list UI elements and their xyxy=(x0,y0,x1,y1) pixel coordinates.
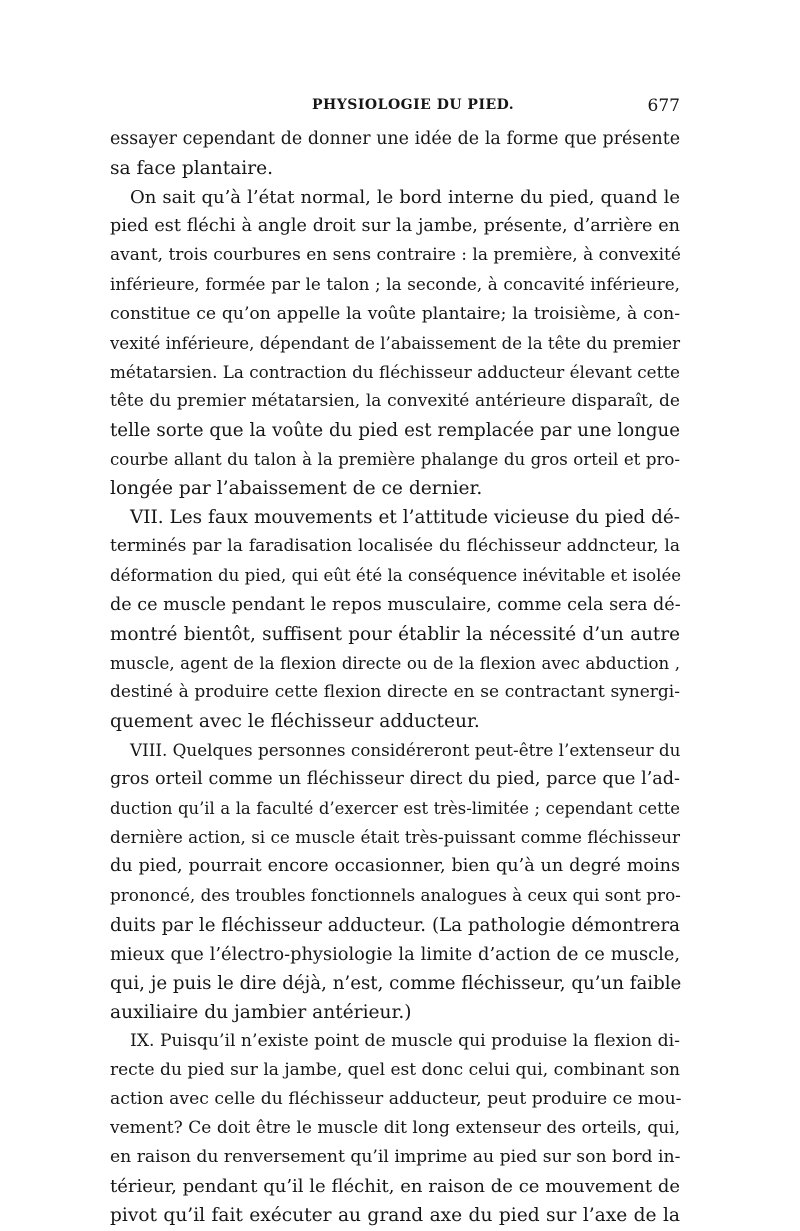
text-line: terminés par la faradisation localisée du fléchisseur addncteur, la xyxy=(110,536,680,557)
text-line: qui, je puis le dire déjà, n’est, comme fléchisseur, qu’un faible xyxy=(110,972,682,994)
text-line: duits par le fléchisseur adducteur. (La pathologie démontrera xyxy=(110,914,680,936)
text-line: en raison du renversement qu’il imprime au pied sur son bord in- xyxy=(110,1147,681,1168)
text-line: action avec celle du fléchisseur adducteur, peut produire ce mou- xyxy=(110,1089,682,1110)
text-line: longée par l’abaissement de ce dernier. xyxy=(110,478,483,500)
text-line: vement? Ce doit être le muscle dit long extenseur des orteils, qui, xyxy=(110,1118,680,1139)
text-line: tête du premier métatarsien, la convexité antérieure disparaît, de xyxy=(110,390,680,411)
running-title: PHYSIOLOGIE DU PIED. xyxy=(312,97,515,113)
text-line: métatarsien. La contraction du fléchisseur adducteur élevant cette xyxy=(110,361,680,382)
text-line: courbe allant du talon à la première phalange du gros orteil et pro- xyxy=(110,450,680,470)
page-number: 677 xyxy=(647,96,680,116)
text-line: térieur, pendant qu’il le fléchit, en raison de ce mouvement de xyxy=(110,1176,680,1198)
text-line: de ce muscle pendant le repos musculaire, comme cela sera dé- xyxy=(110,594,681,615)
text-line: montré bientôt, suffisent pour établir la nécessité d’un autre xyxy=(110,623,680,645)
text-line: IX. Puisqu’il n’existe point de muscle qui produise la flexion di- xyxy=(130,1030,680,1051)
text-line: pied est fléchi à angle droit sur la jambe, présente, d’arrière en xyxy=(110,216,680,237)
running-head xyxy=(110,97,680,119)
text-line: avant, trois courbures en sens contraire : la première, à convexité xyxy=(110,245,681,266)
text-line: mieux que l’électro-physiologie la limite d’action de ce muscle, xyxy=(110,943,680,965)
text-line: duction qu’il a la faculté d’exercer est très-limitée ; cependant cette xyxy=(110,799,680,819)
text-line: telle sorte que la voûte du pied est remplacée par une longue xyxy=(110,419,680,441)
text-line: auxiliaire du jambier antérieur.) xyxy=(110,1001,412,1023)
text-line: déformation du pied, qui eût été la conséquence inévitable et isolée xyxy=(110,566,682,586)
text-line: On sait qu’à l’état normal, le bord interne du pied, quand le xyxy=(130,187,680,209)
text-line: quement avec le fléchisseur adducteur. xyxy=(110,710,480,732)
text-line: gros orteil comme un fléchisseur direct du pied, parce que l’ad- xyxy=(110,769,680,790)
text-line: inférieure, formée par le talon ; la seconde, à concavité inférieure, xyxy=(110,274,680,295)
text-line: dernière action, si ce muscle était très-puissant comme fléchisseur xyxy=(110,827,680,848)
text-line: VIII. Quelques personnes considéreront peut-être l’extenseur du xyxy=(130,739,681,760)
text-line: recte du pied sur la jambe, quel est donc celui qui, combinant son xyxy=(110,1060,680,1080)
body-text xyxy=(110,125,680,1231)
text-line: essayer cependant de donner une idée de la forme que présente xyxy=(110,129,680,149)
text-line: pivot qu’il fait exécuter au grand axe du pied sur l’axe de la xyxy=(110,1205,680,1227)
text-line: VII. Les faux mouvements et l’attitude vicieuse du pied dé- xyxy=(130,507,680,529)
text-line: vexité inférieure, dépendant de l’abaissement de la tête du premier xyxy=(110,333,680,353)
text-line: du pied, pourrait encore occasionner, bien qu’à un degré moins xyxy=(110,856,680,877)
text-line: constitue ce qu’on appelle la voûte plantaire; la troisième, à con- xyxy=(110,303,680,324)
text-line: destiné à produire cette flexion directe en se contractant synergi- xyxy=(110,681,680,702)
text-line: prononcé, des troubles fonctionnels analogues à ceux qui sont pro- xyxy=(110,885,681,906)
text-line: muscle, agent de la flexion directe ou de la flexion avec abduction , xyxy=(110,653,680,673)
text-line: sa face plantaire. xyxy=(110,158,274,180)
